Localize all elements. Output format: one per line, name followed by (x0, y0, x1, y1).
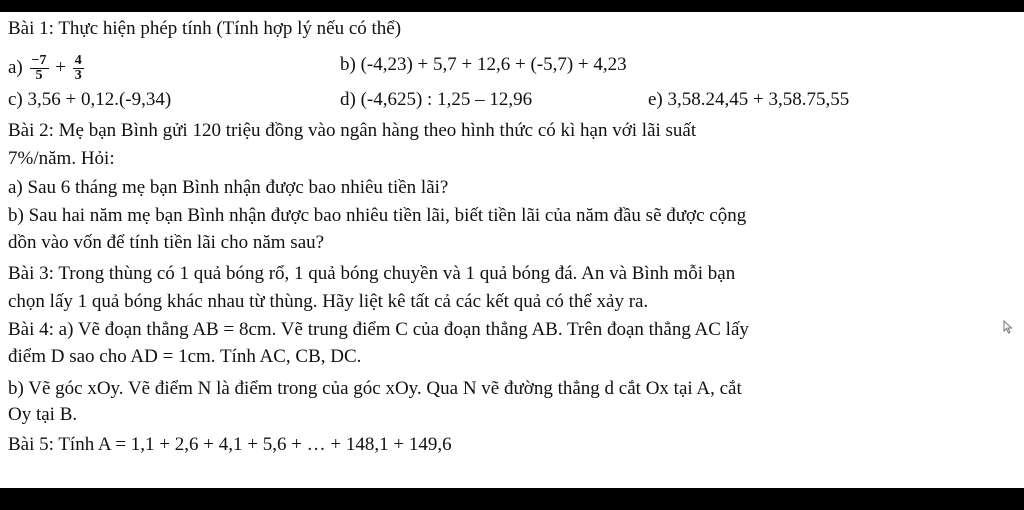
fraction-minus7-over-5 (30, 54, 49, 83)
bai1-part-a (8, 54, 86, 83)
bai1-part-b: b) (-4,23) + 5,7 + 12,6 + (-5,7) + 4,23 (340, 54, 627, 75)
mouse-pointer-icon (1003, 320, 1013, 338)
bai4-part-a-line2: điểm D sao cho AD = 1cm. Tính AC, CB, DC. (8, 346, 362, 367)
bai3-line2: chọn lấy 1 quả bóng khác nhau từ thùng. Hãy liệt kê tất cả các kết quả có thể xảy ra. (8, 291, 649, 312)
fraction-denominator: 3 (74, 68, 82, 83)
fraction-4-over-3 (73, 54, 84, 83)
bai1-part-d: d) (-4,625) : 1,25 – 12,96 (340, 89, 533, 110)
bai4-part-b-line2: Oy tại B. (8, 404, 78, 425)
bai1-title: Bài 1: Thực hiện phép tính (Tính hợp lý nếu có thể) (8, 18, 402, 39)
bai5-line1: Bài 5: Tính A = 1,1 + 2,6 + 4,1 + 5,6 + … + 148,1 + 149,6 (8, 434, 452, 455)
bai1-a-prefix: a) (8, 56, 23, 78)
bai4-part-b-line1: b) Vẽ góc xOy. Vẽ điểm N là điểm trong của góc xOy. Qua N vẽ đường thẳng d cắt Ox tại A, cắt (8, 378, 742, 399)
fraction-numerator: 4 (74, 53, 82, 68)
bai2-part-b-line1: b) Sau hai năm mẹ bạn Bình nhận được bao nhiêu tiền lãi, biết tiền lãi của năm đầu sẽ được cộng (8, 205, 747, 226)
bai3-line1: Bài 3: Trong thùng có 1 quả bóng rổ, 1 quả bóng chuyền và 1 quả bóng đá. An và Bình mỗi bạn (8, 263, 736, 284)
bai1-part-c: c) 3,56 + 0,12.(-9,34) (8, 89, 172, 110)
bai2-line2: 7%/năm. Hỏi: (8, 148, 115, 169)
bai2-part-b-line2: dồn vào vốn để tính tiền lãi cho năm sau? (8, 232, 325, 253)
fraction-denominator: 5 (35, 68, 43, 83)
bai2-part-a: a) Sau 6 tháng mẹ bạn Bình nhận được bao nhiêu tiền lãi? (8, 177, 449, 198)
plus-sign: + (55, 56, 66, 78)
fraction-numerator: −7 (31, 53, 47, 68)
bai1-part-e: e) 3,58.24,45 + 3,58.75,55 (648, 89, 850, 110)
bai2-line1: Bài 2: Mẹ bạn Bình gửi 120 triệu đồng vào ngân hàng theo hình thức có kì hạn với lãi suất (8, 120, 697, 141)
bai4-part-a-line1: Bài 4: a) Vẽ đoạn thẳng AB = 8cm. Vẽ trung điểm C của đoạn thẳng AB. Trên đoạn thẳng AC lấy (8, 319, 749, 340)
worksheet-page (0, 12, 1024, 488)
